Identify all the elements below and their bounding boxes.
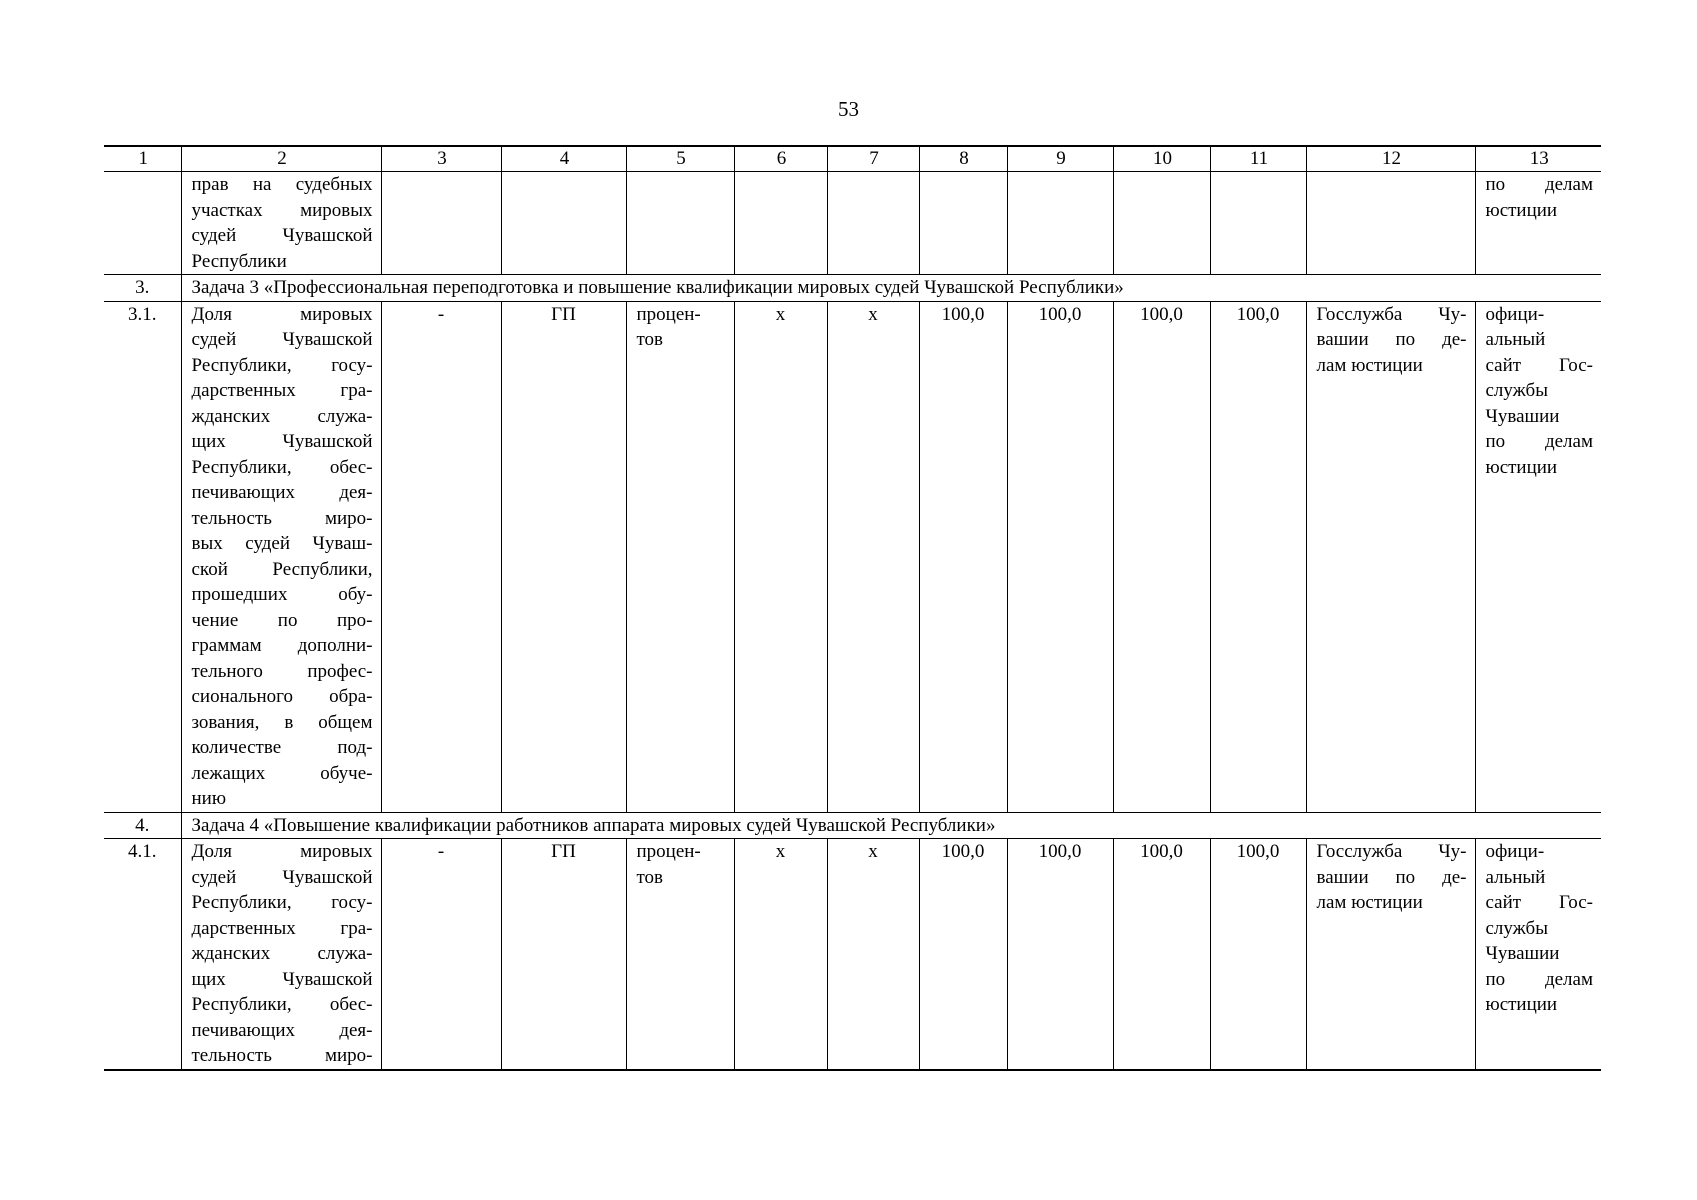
- text-line: ской Республики,: [191, 558, 373, 580]
- column-header: 9: [1007, 146, 1113, 172]
- text-line: лам юстиции: [1316, 892, 1423, 913]
- cell-col10: 100,0: [1113, 839, 1210, 1070]
- task-3-row: [104, 275, 1601, 302]
- cell-col4: ГП: [501, 301, 626, 812]
- cell-col7: х: [827, 839, 919, 1070]
- text-line: прав на судебных: [191, 174, 373, 195]
- source-cell: [1475, 172, 1601, 275]
- cell-col8: 100,0: [919, 301, 1007, 812]
- text-line: судей Чувашской: [191, 866, 373, 888]
- empty-cell: [626, 172, 734, 275]
- column-header: 1: [104, 146, 181, 172]
- text-line: участках мировых: [191, 199, 373, 221]
- text-line: Госслужба Чу-: [1316, 841, 1467, 862]
- cell-col8: 100,0: [919, 839, 1007, 1070]
- column-header: 11: [1210, 146, 1306, 172]
- row-number-cell: [104, 172, 181, 275]
- text-line: службы: [1485, 380, 1548, 401]
- text-line: Республики, госу-: [191, 892, 373, 913]
- text-line: Чувашии: [1485, 405, 1560, 427]
- task-title: Задача 3 «Профессиональная переподготовка и повышение квалификации мировых судей Чувашской Республики»: [181, 275, 1601, 302]
- text-line: лам юстиции: [1316, 354, 1423, 376]
- column-header: 6: [734, 146, 827, 172]
- text-line: судей Чувашской: [191, 329, 373, 350]
- text-line: тов: [636, 866, 664, 888]
- indicator-cell: [181, 839, 381, 1070]
- text-line: по делам: [1485, 174, 1593, 195]
- text-line: сайт Гос-: [1485, 892, 1593, 913]
- empty-cell: [1210, 172, 1306, 275]
- empty-cell: [919, 172, 1007, 275]
- column-header: 13: [1475, 146, 1601, 172]
- task-title: Задача 4 «Повышение квалификации работников аппарата мировых судей Чувашской Республики»: [181, 812, 1601, 839]
- text-line: жданских служа-: [191, 405, 373, 427]
- empty-cell: [501, 172, 626, 275]
- text-line: процен-: [636, 303, 701, 325]
- text-line: альный: [1485, 866, 1546, 888]
- empty-cell: [734, 172, 827, 275]
- text-line: тельность миро-: [191, 507, 373, 529]
- text-line: Доля мировых: [191, 303, 373, 325]
- text-line: количестве под-: [191, 737, 373, 758]
- continuation-row: [104, 172, 1601, 275]
- unit-cell: [626, 839, 734, 1070]
- cell-col6: х: [734, 301, 827, 812]
- responsible-cell: [1306, 301, 1475, 812]
- text-line: лежащих обуче-: [191, 762, 373, 784]
- text-line: нию: [191, 788, 227, 809]
- cell-col4: ГП: [501, 839, 626, 1070]
- column-header: 3: [381, 146, 501, 172]
- column-header: 5: [626, 146, 734, 172]
- text-line: службы: [1485, 917, 1548, 939]
- text-line: Республики, обес-: [191, 456, 373, 478]
- text-line: Доля мировых: [191, 841, 373, 862]
- text-line: вых судей Чуваш-: [191, 533, 373, 554]
- empty-cell: [1306, 172, 1475, 275]
- task-4-row: [104, 812, 1601, 839]
- column-header: 8: [919, 146, 1007, 172]
- indicator-cell: [181, 301, 381, 812]
- text-line: щих Чувашской: [191, 431, 373, 452]
- text-line: по делам: [1485, 431, 1593, 452]
- source-cell: [1475, 839, 1601, 1070]
- row-number-cell: 3.1.: [104, 301, 181, 812]
- responsible-cell: [1306, 839, 1475, 1070]
- text-line: юстиции: [1485, 199, 1558, 221]
- indicator-row-3-1: [104, 301, 1601, 812]
- cell-col9: 100,0: [1007, 301, 1113, 812]
- empty-cell: [381, 172, 501, 275]
- column-header: 10: [1113, 146, 1210, 172]
- text-line: щих Чувашской: [191, 968, 373, 990]
- text-line: альный: [1485, 329, 1546, 350]
- cell-col9: 100,0: [1007, 839, 1113, 1070]
- row-number-cell: 4.1.: [104, 839, 181, 1070]
- cell-col7: х: [827, 301, 919, 812]
- text-line: печивающих дея-: [191, 1019, 373, 1041]
- text-line: дарственных гра-: [191, 917, 373, 939]
- text-line: процен-: [636, 841, 701, 862]
- text-line: Республики, госу-: [191, 354, 373, 376]
- text-line: зования, в общем: [191, 711, 373, 733]
- text-line: дарственных гра-: [191, 380, 373, 401]
- text-line: печивающих дея-: [191, 482, 373, 503]
- cell-col3: -: [381, 839, 501, 1070]
- text-line: сионального обра-: [191, 686, 373, 707]
- text-line: Госслужба Чу-: [1316, 303, 1467, 325]
- text-line: Чувашии: [1485, 943, 1560, 964]
- text-line: прошедших обу-: [191, 584, 373, 605]
- text-line: по делам: [1485, 968, 1593, 990]
- text-line: тельного профес-: [191, 660, 373, 682]
- text-line: тов: [636, 329, 664, 350]
- text-line: сайт Гос-: [1485, 354, 1593, 376]
- text-line: офици-: [1485, 841, 1545, 862]
- column-header: 4: [501, 146, 626, 172]
- source-cell: [1475, 301, 1601, 812]
- text-line: тельность миро-: [191, 1045, 373, 1066]
- program-indicators-table: [104, 145, 1601, 1071]
- text-line: Республики: [191, 250, 287, 272]
- task-number: 4.: [104, 812, 181, 839]
- empty-cell: [827, 172, 919, 275]
- cell-col6: х: [734, 839, 827, 1070]
- text-line: офици-: [1485, 303, 1545, 325]
- column-number-header-row: [104, 146, 1601, 172]
- text-line: вашии по де-: [1316, 329, 1467, 350]
- text-line: чение по про-: [191, 609, 373, 631]
- text-line: юстиции: [1485, 456, 1558, 478]
- cell-col11: 100,0: [1210, 301, 1306, 812]
- text-line: вашии по де-: [1316, 866, 1467, 888]
- column-header: 2: [181, 146, 381, 172]
- task-number: 3.: [104, 275, 181, 302]
- indicator-row-4-1: [104, 839, 1601, 1070]
- text-line: судей Чувашской: [191, 225, 373, 246]
- text-line: граммам дополни-: [191, 635, 373, 656]
- cell-col11: 100,0: [1210, 839, 1306, 1070]
- text-line: юстиции: [1485, 994, 1558, 1015]
- cell-col10: 100,0: [1113, 301, 1210, 812]
- column-header: 12: [1306, 146, 1475, 172]
- text-line: жданских служа-: [191, 943, 373, 964]
- empty-cell: [1113, 172, 1210, 275]
- empty-cell: [1007, 172, 1113, 275]
- column-header: 7: [827, 146, 919, 172]
- page-number: 53: [838, 97, 859, 121]
- unit-cell: [626, 301, 734, 812]
- text-line: Республики, обес-: [191, 994, 373, 1015]
- indicator-cell: [181, 172, 381, 275]
- cell-col3: -: [381, 301, 501, 812]
